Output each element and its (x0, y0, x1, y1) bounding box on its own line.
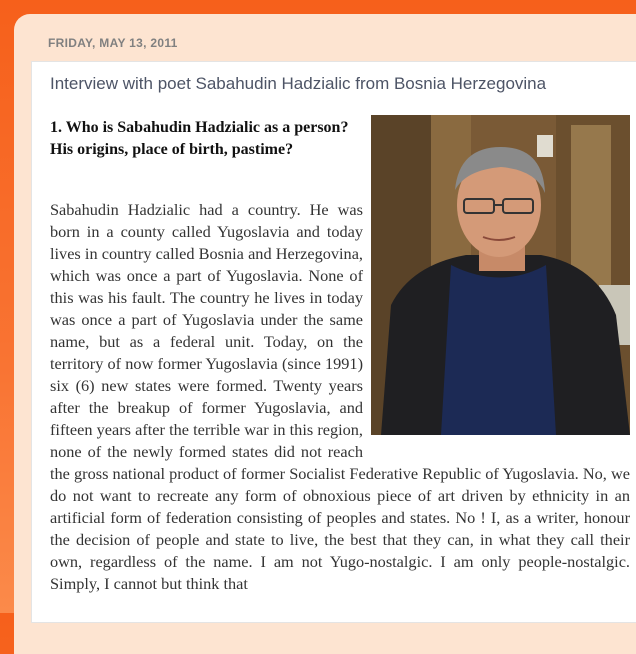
blog-post (31, 61, 636, 623)
photo-wrap-spacer (363, 199, 630, 454)
interview-answer (50, 199, 630, 595)
post-title[interactable]: Interview with poet Sabahudin Hadzialic from Bosnia Herzegovina (50, 74, 547, 93)
answer-text: Sabahudin Hadzialic had a country. He was born in a county called Yugoslavia and today lives in country called Bosnia and Herzegovina, which was once a part of Yugoslavia. None of this was his fault. The country he lives in today was once a part of Yugoslavia under the same name, but as a federal unit. Today, on the territory of now former Yugoslavia (since 1991) six (6) new states were formed. Twenty years after the breakup of former Yugoslavia, and fifteen years after the terrible war in this region, none of the newly formed states did not reach the gross national product of former Socialist Federative Republic of Yugoslavia. No, we do not want to recreate any form of obnoxious piece of art driven by ethnicity in an artificial form of federation consisting of peoples and states. No ! I, as a writer, honour the decision of people and state to live, the best that they can, in what they call their own, regardless of the name. I am not Yugo-nostalgic. I am only people-nostalgic. Simply, I cannot but think that (50, 200, 630, 593)
date-header: FRIDAY, MAY 13, 2011 (48, 36, 178, 50)
interview-question: 1. Who is Sabahudin Hadzialic as a person? His origins, place of birth, pastime? (50, 119, 349, 158)
